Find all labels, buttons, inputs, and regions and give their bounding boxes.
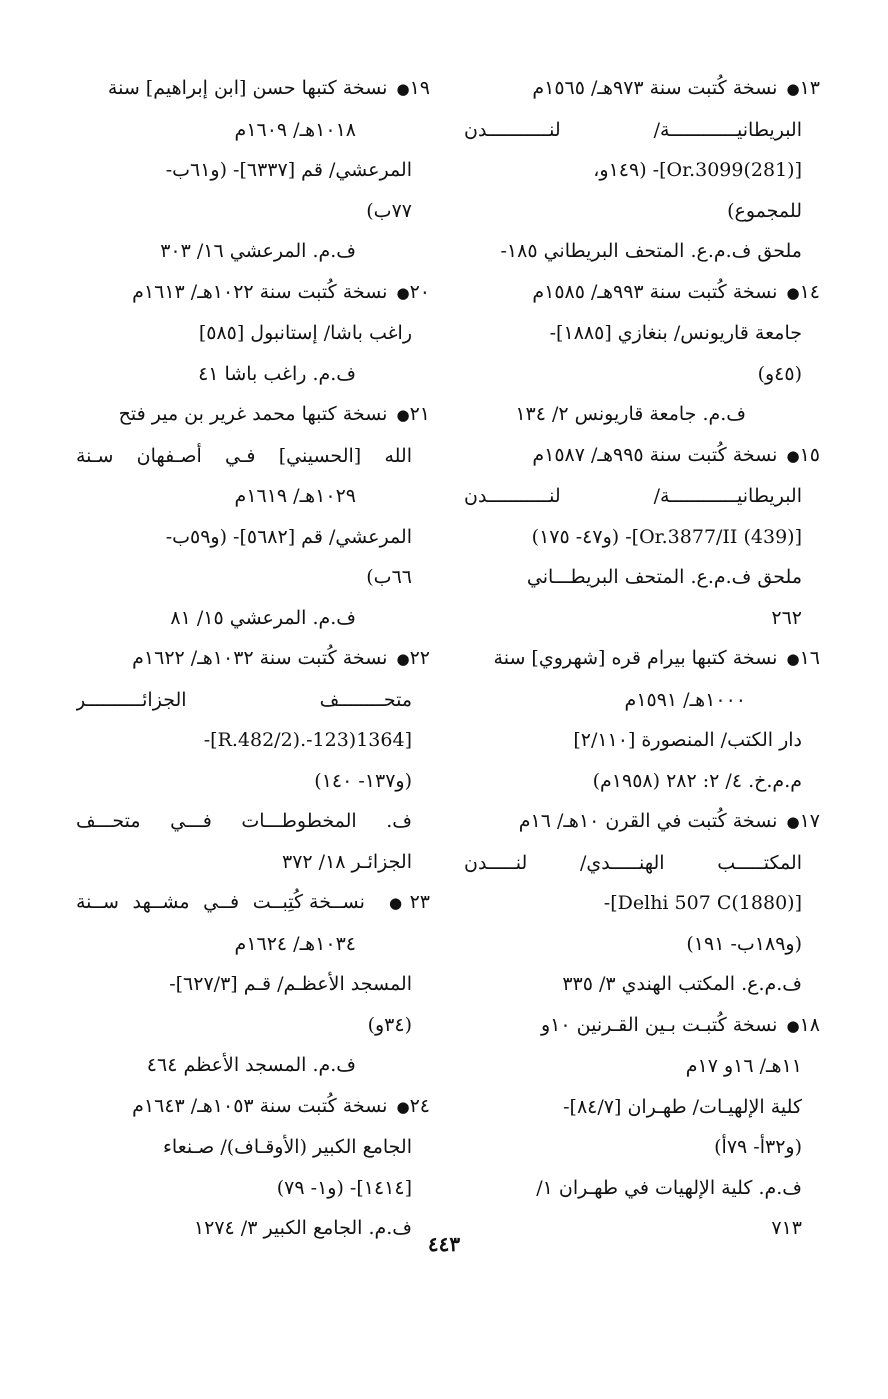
entry-line: الله [الحسيني] فـي أصـفهان سـنة	[76, 444, 412, 467]
entry-heading	[464, 801, 820, 843]
entry-line: متحــــــــف الجزائــــــــــر	[76, 688, 412, 711]
entry-line: [١٤١٤]- (و١- ٧٩)	[276, 1176, 412, 1199]
entry-number: ٢٠	[409, 280, 430, 303]
bullet-icon: ●	[786, 813, 800, 831]
entry-line: (و٣٢أ- ٧٩أ)	[714, 1136, 802, 1158]
entry-line: ٦٦ب)	[366, 566, 412, 588]
entry-line: ١١هـ/ ١٦و ١٧م	[685, 1055, 802, 1077]
entry-line: ٧١٣	[771, 1217, 802, 1239]
entry-line: المرعشي/ قم [٥٦٨٢]- (و٥٩ب-	[165, 525, 412, 548]
entry-line: المرعشي/ قم [٦٣٣٧]- (و٦١ب-	[165, 159, 412, 181]
entry-number: ٢١	[409, 403, 430, 425]
entry-line: ف.م. راغب باشا ٤١	[198, 362, 356, 385]
entry-line: دار الكتب/ المنصورة [٢/١١٠]	[573, 729, 802, 751]
entry-heading	[76, 68, 430, 110]
entry-number: ١٥	[799, 443, 820, 466]
entry-line: المسجد الأعظـم/ قـم [٦٢٧/٣]-	[169, 973, 412, 995]
entry-24	[76, 1086, 430, 1249]
bullet-icon: ●	[786, 650, 800, 668]
entry-line: نســخة كُتِبــت فــي مشــهد ســنة	[76, 891, 365, 913]
entry-line: البريطانيــــــــــــة/ لنـــــــــــدن	[464, 118, 802, 141]
bullet-icon: ●	[396, 650, 410, 668]
entry-line: ف.م. المرعشي ١٦/ ٣٠٣	[160, 240, 356, 262]
entry-line: للمجموع)	[727, 199, 802, 222]
entry-line: نسخة كتبها حسن [ابن إبراهيم] سنة	[107, 77, 388, 99]
bullet-icon: ●	[396, 1097, 410, 1116]
entry-18	[464, 1005, 820, 1249]
bullet-icon: ●	[786, 80, 800, 98]
entry-line: ف.م. المسجد الأعظم ٤٦٤	[146, 1054, 356, 1076]
entry-line: نسخة كُتبت سنة ١٠٥٣هـ/ ١٦٤٣م	[132, 1094, 388, 1117]
entry-line: (و١٨٩ب- ١٩١)	[686, 932, 802, 955]
entry-heading	[464, 435, 820, 477]
entry-line: نسخة كُتبت سنة ٩٩٥هـ/ ١٥٨٧م	[532, 443, 778, 466]
bullet-icon: ●	[786, 1016, 800, 1035]
bullet-icon: ●	[786, 283, 800, 302]
entry-line: ١٠٣٤هـ/ ١٦٢٤م	[234, 932, 356, 955]
bullet-icon: ●	[786, 446, 800, 465]
entry-line: ٧٧ب)	[366, 199, 412, 222]
entry-line: نسخة كُتبـت بـين القـرنين ١٠و	[540, 1013, 778, 1036]
entry-line: البريطانيــــــــــــة/ لنـــــــــــدن	[464, 485, 802, 507]
entry-line: ١٠١٨هـ/ ١٦٠٩م	[234, 118, 356, 141]
entry-heading	[464, 638, 820, 680]
entry-line: ملحق ف.م.ع. المتحف البريطاني ١٨٥-	[500, 240, 802, 262]
entry-line: راغب باشا/ إستانبول [٥٨٥]	[198, 322, 412, 344]
entry-line: نسخة كُتبت في القرن ١٠هـ/ ١٦م	[518, 810, 778, 832]
entry-13	[464, 68, 820, 272]
entry-14	[464, 272, 820, 435]
entry-line: م.م.خ. ٤/ ٢: ٢٨٢ (١٩٥٨م)	[592, 769, 802, 792]
entry-line: (و١٣٧- ١٤٠)	[314, 769, 412, 792]
entry-line: نسخة كتبها محمد غرير بن مير فتح	[118, 403, 388, 425]
entry-line: كلية الإلهيـات/ طهـران [٨٤/٧]-	[563, 1095, 802, 1118]
entry-line: الجامع الكبير (الأوقـاف)/ صـنعاء	[162, 1136, 412, 1158]
entry-line: ف. المخطوطـــات فـــي متحـــف	[76, 810, 412, 832]
entry-heading	[76, 272, 430, 314]
entry-16	[464, 638, 820, 801]
entry-line: [Or.3877/II (439)]- (و٤٧- ١٧٥)	[531, 525, 802, 548]
entry-line: جامعة قاريونس/ بنغازي [١٨٨٥]-	[549, 322, 802, 344]
entry-heading	[76, 394, 430, 436]
entry-line: ٢٦٢	[771, 606, 802, 629]
entry-23	[76, 882, 430, 1086]
entry-number: ٢٢	[409, 647, 430, 669]
entry-22	[76, 638, 430, 882]
entry-number: ١٧	[799, 810, 820, 832]
entry-line: نسخة كُتبت سنة ٩٧٣هـ/ ١٥٦٥م	[532, 77, 778, 99]
entry-heading	[464, 68, 820, 110]
entry-line: نسخة كتبها بيرام قره [شهروي] سنة	[493, 647, 778, 669]
entry-line: ١٠٢٩هـ/ ١٦١٩م	[234, 485, 356, 507]
entry-number: ١٩	[409, 77, 430, 99]
page-number: ٤٤٣	[427, 1232, 461, 1256]
entry-17	[464, 801, 820, 1005]
bullet-icon: ●	[396, 80, 410, 98]
entry-line: نسخة كُتبت سنة ١٠٢٢هـ/ ١٦١٣م	[132, 280, 388, 303]
entry-line: ملحق ف.م.ع. المتحف البريطـــاني	[526, 566, 802, 588]
entry-21	[76, 394, 430, 638]
entry-line: نسخة كُتبت سنة ٩٩٣هـ/ ١٥٨٥م	[532, 280, 778, 303]
entry-number: ٢٤	[409, 1094, 430, 1117]
entry-line: ف.م. المرعشي ١٥/ ٨١	[170, 606, 356, 629]
entry-heading	[76, 1086, 430, 1128]
entry-line: المكتـــــب الهنـــــدي/ لنـــــدن	[464, 851, 802, 874]
entry-line: ١٠٠٠هـ/ ١٥٩١م	[624, 688, 746, 711]
entry-19	[76, 68, 430, 272]
entry-line: نسخة كُتبت سنة ١٠٣٢هـ/ ١٦٢٢م	[132, 647, 388, 669]
entry-line: [Or.3099(281)]- (١٤٩و،	[593, 159, 802, 181]
entry-number: ١٤	[799, 280, 820, 303]
entry-line: [R.482/2).-123)1364]-	[203, 729, 412, 751]
right-column	[464, 68, 820, 1249]
entry-line: [Delhi 507 C(1880)]-	[603, 892, 802, 914]
bullet-icon: ●	[381, 894, 410, 912]
entry-line: الجزائـر ١٨/ ٣٧٢	[282, 850, 412, 873]
entry-line: ف.م. كلية الإلهيات في طهـران ١/	[536, 1176, 802, 1199]
left-column	[76, 68, 430, 1249]
entry-15	[464, 435, 820, 639]
entry-number: ٢٣	[409, 891, 430, 913]
entry-line: (٣٤و)	[367, 1013, 412, 1036]
entry-heading	[464, 1005, 820, 1047]
entry-heading	[76, 638, 430, 680]
entry-number: ١٨	[799, 1013, 820, 1036]
entry-line: (٤٥و)	[757, 362, 802, 385]
entry-heading	[76, 882, 430, 924]
entry-heading	[464, 272, 820, 314]
entry-20	[76, 272, 430, 395]
entry-number: ١٣	[799, 77, 820, 99]
entry-line: ف.م.ع. المكتب الهندي ٣/ ٣٣٥	[562, 973, 802, 995]
entry-line: ف.م. جامعة قاريونس ٢/ ١٣٤	[515, 403, 746, 425]
entry-number: ١٦	[799, 647, 820, 669]
bullet-icon: ●	[396, 406, 410, 424]
bullet-icon: ●	[396, 283, 410, 302]
entry-line: ف.م. الجامع الكبير ٣/ ١٢٧٤	[193, 1217, 412, 1239]
